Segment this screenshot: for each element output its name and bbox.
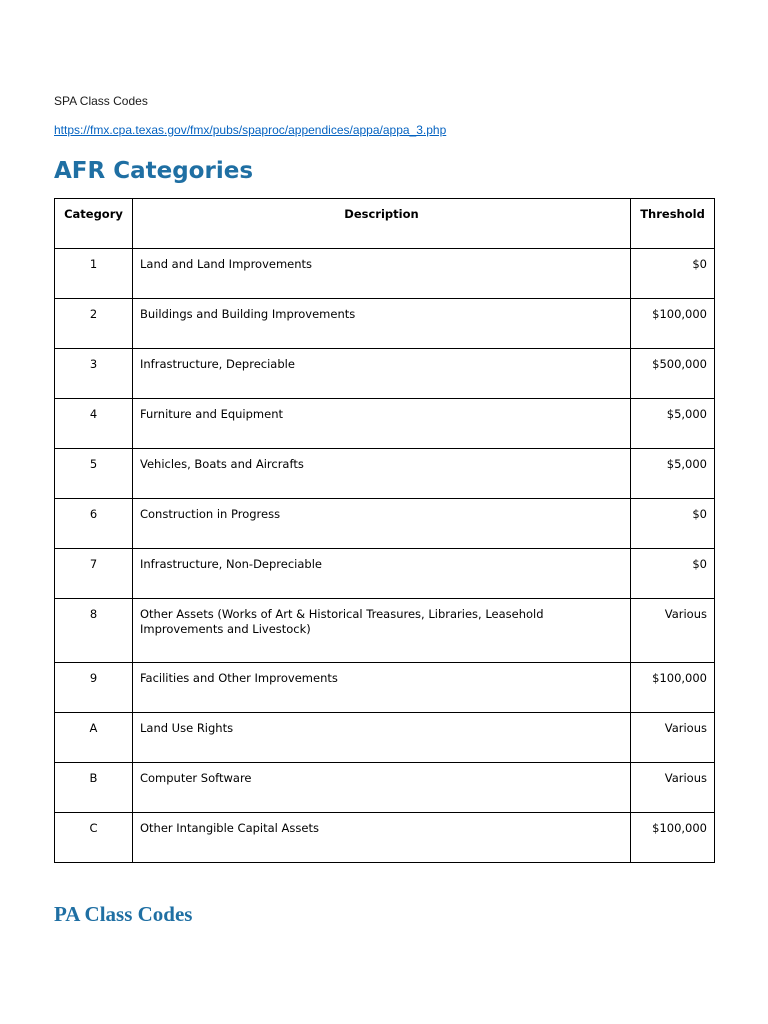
cell-threshold: $0	[631, 249, 715, 299]
table-row	[55, 549, 715, 599]
table-row	[55, 399, 715, 449]
cell-description: Land Use Rights	[132, 713, 630, 763]
cell-category: A	[55, 713, 133, 763]
table-row	[55, 349, 715, 399]
cell-description: Vehicles, Boats and Aircrafts	[132, 449, 630, 499]
table-row	[55, 499, 715, 549]
cell-threshold: $100,000	[631, 299, 715, 349]
cell-description: Infrastructure, Non-Depreciable	[132, 549, 630, 599]
table-row	[55, 763, 715, 813]
cell-description: Buildings and Building Improvements	[132, 299, 630, 349]
cell-category: 7	[55, 549, 133, 599]
cell-category: B	[55, 763, 133, 813]
pa-class-codes-heading: PA Class Codes	[54, 902, 193, 926]
cell-category: 6	[55, 499, 133, 549]
cell-threshold: $5,000	[631, 449, 715, 499]
cell-description: Other Intangible Capital Assets	[132, 813, 630, 863]
table-row	[55, 299, 715, 349]
table-row	[55, 813, 715, 863]
cell-threshold: $0	[631, 499, 715, 549]
table-row	[55, 663, 715, 713]
afr-categories-table	[54, 198, 715, 863]
cell-threshold: Various	[631, 713, 715, 763]
header-threshold: Threshold	[631, 199, 715, 249]
cell-category: 5	[55, 449, 133, 499]
cell-category: 1	[55, 249, 133, 299]
cell-description: Infrastructure, Depreciable	[132, 349, 630, 399]
spa-class-codes-link[interactable]: https://fmx.cpa.texas.gov/fmx/pubs/spaproc/appendices/appa/appa_3.php	[54, 123, 447, 137]
cell-category: 9	[55, 663, 133, 713]
cell-description: Construction in Progress	[132, 499, 630, 549]
afr-categories-heading: AFR Categories	[54, 158, 254, 184]
table-row	[55, 249, 715, 299]
table-row	[55, 713, 715, 763]
header-description: Description	[132, 199, 630, 249]
header-category: Category	[55, 199, 133, 249]
cell-threshold: $500,000	[631, 349, 715, 399]
cell-description: Other Assets (Works of Art & Historical Treasures, Libraries, Leasehold Improvements and Livestock)	[132, 599, 630, 663]
cell-threshold: $100,000	[631, 813, 715, 863]
table-row	[55, 449, 715, 499]
cell-threshold: $5,000	[631, 399, 715, 449]
cell-description: Computer Software	[132, 763, 630, 813]
cell-category: 8	[55, 599, 133, 663]
cell-category: 2	[55, 299, 133, 349]
spa-class-codes-label: SPA Class Codes	[54, 94, 148, 108]
cell-category: C	[55, 813, 133, 863]
cell-threshold: $100,000	[631, 663, 715, 713]
cell-threshold: $0	[631, 549, 715, 599]
cell-description: Furniture and Equipment	[132, 399, 630, 449]
cell-threshold: Various	[631, 599, 715, 663]
table-header-row	[55, 199, 715, 249]
cell-category: 3	[55, 349, 133, 399]
cell-category: 4	[55, 399, 133, 449]
cell-description: Facilities and Other Improvements	[132, 663, 630, 713]
cell-description: Land and Land Improvements	[132, 249, 630, 299]
table-row	[55, 599, 715, 663]
cell-threshold: Various	[631, 763, 715, 813]
